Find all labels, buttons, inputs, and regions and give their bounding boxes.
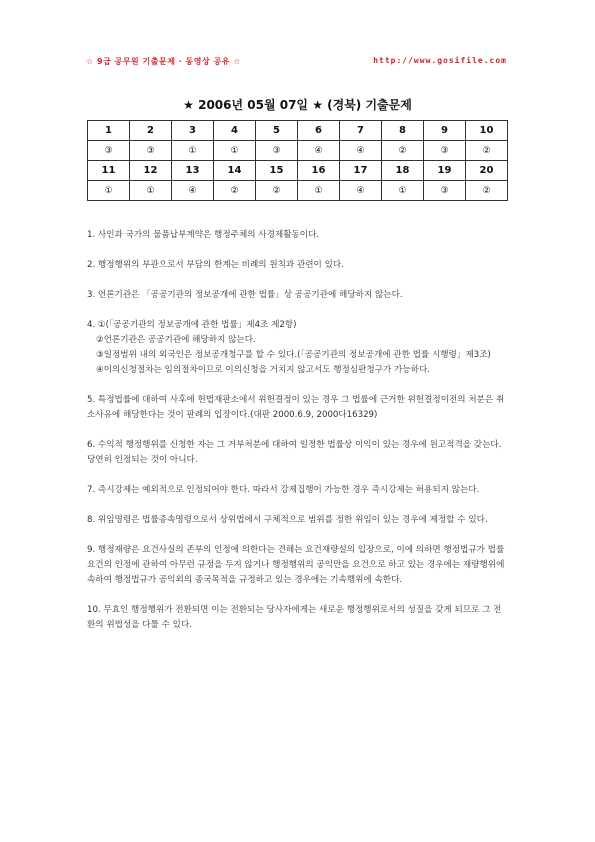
answer-table xyxy=(87,120,508,201)
question-number-cell: 13 xyxy=(172,161,214,181)
answer-table-row xyxy=(88,121,508,141)
explanation-text: 7. 즉시강제는 예외적으로 인정되어야 한다. 따라서 강제집행이 가능한 경우 즉시강제는 허용되지 않는다. xyxy=(87,485,480,495)
answer-table-row xyxy=(88,181,508,201)
explanation-item xyxy=(87,288,509,303)
explanation-text: 8. 위임명령은 법률종속명령으로서 상위법에서 구체적으로 범위를 정한 위임이 있는 경우에 제정할 수 있다. xyxy=(87,515,488,525)
question-number-cell: 14 xyxy=(214,161,256,181)
question-number-cell: 12 xyxy=(130,161,172,181)
answer-cell: ④ xyxy=(298,141,340,161)
explanation-subpoint: ②언론기관은 공공기관에 해당하지 않는다. xyxy=(96,335,256,345)
answer-cell: ② xyxy=(214,181,256,201)
answer-cell: ② xyxy=(466,181,508,201)
answer-cell: ③ xyxy=(130,141,172,161)
explanation-text: 9. 행정재량은 요건사실의 존부의 인정에 의한다는 견해는 요건재량설의 입장으로, 이에 의하면 행정법규가 법률요건의 인정에 관하여 아무런 규정을 두지 않거나 행정행위의 공익만을 요건으로 하고 있는 경우에는 재량행위에 속하여 행정법규가 공익외의 종국목적을 규정하고 있는 경우에는 기속행위에 속한다. xyxy=(87,545,505,585)
question-number-cell: 20 xyxy=(466,161,508,181)
explanation-item xyxy=(87,393,509,423)
question-number-cell: 18 xyxy=(382,161,424,181)
explanation-item xyxy=(87,543,509,588)
question-number-cell: 7 xyxy=(340,121,382,141)
explanation-text: 2. 행정행위의 부관으로서 부담의 한계는 비례의 원칙과 관련이 있다. xyxy=(87,260,344,270)
explanation-item xyxy=(87,513,509,528)
question-number-cell: 10 xyxy=(466,121,508,141)
explanation-item xyxy=(87,438,509,468)
answer-cell: ③ xyxy=(88,141,130,161)
header-left-text: ☆ 9급 공무원 기출문제 · 동영상 공유 ☆ xyxy=(86,57,241,66)
explanation-subpoint: ③일정범위 내의 외국인은 정보공개청구를 할 수 있다.(「공공기관의 정보공개에 관한 법률 시행령」제3조) xyxy=(96,350,491,360)
answer-cell: ② xyxy=(466,141,508,161)
answer-cell: ① xyxy=(172,141,214,161)
question-number-cell: 19 xyxy=(424,161,466,181)
answer-cell: ④ xyxy=(340,181,382,201)
question-number-cell: 5 xyxy=(256,121,298,141)
explanation-item xyxy=(87,228,509,243)
question-number-cell: 2 xyxy=(130,121,172,141)
explanation-text: 1. 사인과 국가의 물품납부계약은 행정주체의 사경제활동이다. xyxy=(87,230,320,240)
explanation-item xyxy=(87,483,509,498)
answer-cell: ④ xyxy=(340,141,382,161)
explanation-text: 4. ①(「공공기관의 정보공개에 관한 법률」제4조 제2항) xyxy=(87,320,297,330)
question-number-cell: 11 xyxy=(88,161,130,181)
explanations xyxy=(87,228,509,648)
explanation-text: 6. 수익적 행정행위를 신청한 자는 그 거부처분에 대하여 일정한 법률상 이익이 있는 경우에 원고적격을 갖는다. 당연히 인정되는 것이 아니다. xyxy=(87,440,502,465)
header-url-link[interactable]: http://www.gosifile.com xyxy=(373,56,507,65)
question-number-cell: 3 xyxy=(172,121,214,141)
answer-table-row xyxy=(88,161,508,181)
answer-table-row xyxy=(88,141,508,161)
question-number-cell: 6 xyxy=(298,121,340,141)
explanation-text: 10. 무효인 행정행위가 전환되면 이는 전환되는 당사자에게는 새로운 행정행위로서의 성질을 갖게 되므로 그 전환의 위법성을 다툴 수 있다. xyxy=(87,605,502,630)
explanation-text: 3. 언론기관은 「공공기관의 정보공개에 관한 법률」상 공공기관에 해당하지 않는다. xyxy=(87,290,403,300)
explanation-subpoint: ④이의신청절차는 임의절차이므로 이의신청을 거치지 않고서도 행정심판청구가 가능하다. xyxy=(96,365,430,375)
answer-cell: ① xyxy=(214,141,256,161)
answer-cell: ① xyxy=(130,181,172,201)
question-number-cell: 8 xyxy=(382,121,424,141)
answer-cell: ① xyxy=(88,181,130,201)
answer-cell: ③ xyxy=(256,141,298,161)
explanation-item xyxy=(87,318,509,378)
answer-cell: ④ xyxy=(172,181,214,201)
question-number-cell: 15 xyxy=(256,161,298,181)
question-number-cell: 17 xyxy=(340,161,382,181)
answer-cell: ② xyxy=(256,181,298,201)
question-number-cell: 4 xyxy=(214,121,256,141)
answer-cell: ③ xyxy=(424,181,466,201)
answer-cell: ① xyxy=(298,181,340,201)
question-number-cell: 16 xyxy=(298,161,340,181)
question-number-cell: 1 xyxy=(88,121,130,141)
question-number-cell: 9 xyxy=(424,121,466,141)
answer-cell: ① xyxy=(382,181,424,201)
explanation-item xyxy=(87,603,509,633)
answer-cell: ③ xyxy=(424,141,466,161)
explanation-item xyxy=(87,258,509,273)
explanation-text: 5. 특정법률에 대하여 사후에 헌법재판소에서 위헌결정이 있는 경우 그 법률에 근거한 위헌결정이전의 처분은 취소사유에 해당한다는 것이 판례의 입장이다.(대판 2000.6.9, 2000다16329) xyxy=(87,395,505,420)
document-title: ★ 2006년 05월 07일 ★ (경북) 기출문제 xyxy=(183,98,412,112)
answer-cell: ② xyxy=(382,141,424,161)
